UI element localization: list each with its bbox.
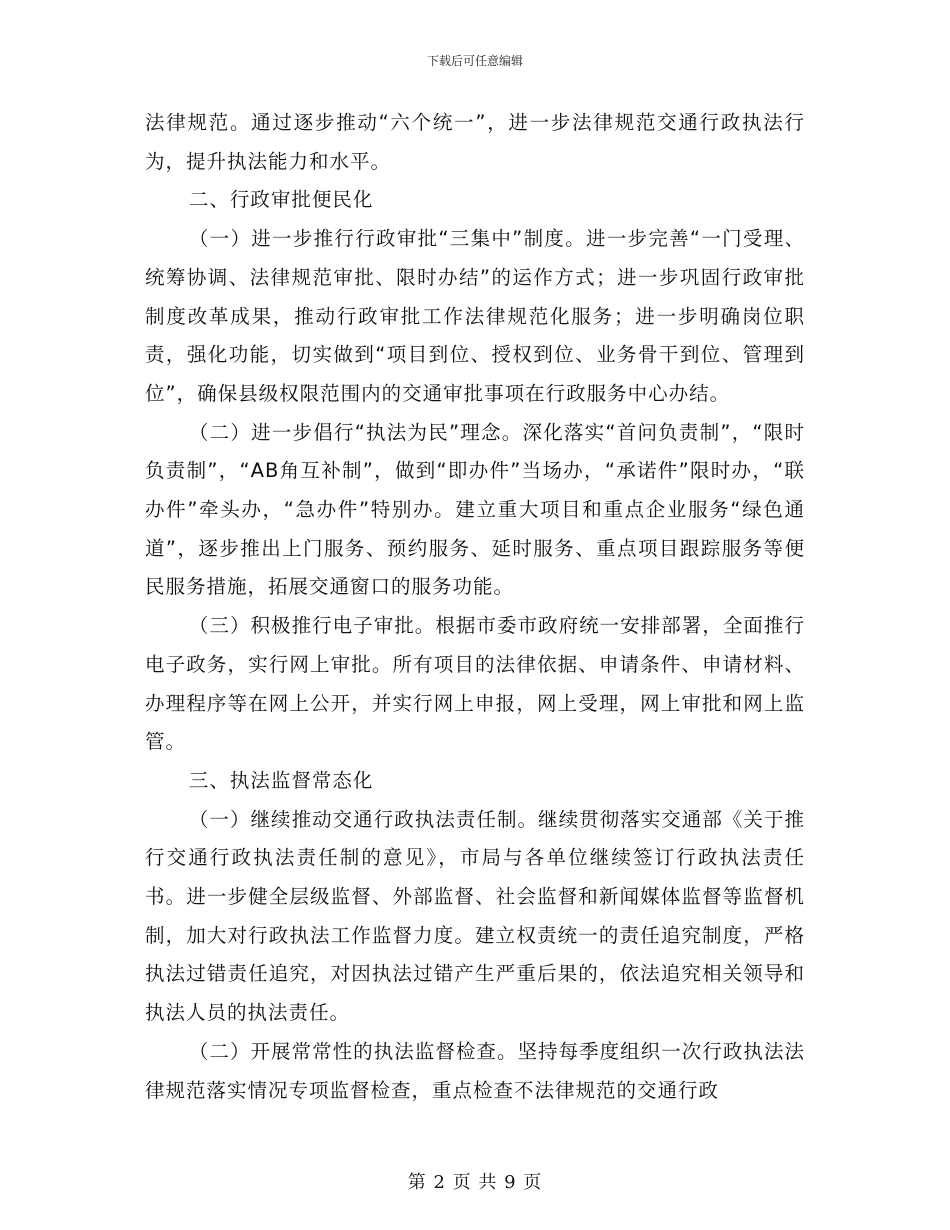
paragraph: （二）进一步倡行“执法为民”理念。深化落实“首问负责制”，“限时负责制”，“AB角互补制”，做到“即办件”当场办，“承诺件”限时办，“联办件”牵头办，“急办件”特别办。建立重大项目和重点企业服务“绿色通道”，逐步推出上门服务、预约服务、延时服务、重点项目跟踪服务等便民服务措施，拓展交通窗口的服务功能。	[145, 420, 805, 599]
page-footer: 第 2 页 共 9 页	[407, 1172, 543, 1193]
paragraph: 法律规范。通过逐步推动“六个统一”，进一步法律规范交通行政执法行为，提升执法能力和水平。	[145, 111, 805, 173]
section-heading: 二、行政审批便民化	[188, 188, 374, 212]
paragraph: （三）积极推行电子审批。根据市委市政府统一安排部署，全面推行电子政务，实行网上审批。所有项目的法律依据、申请条件、申请材料、办理程序等在网上公开，并实行网上申报，网上受理，网上审批和网上监管。	[145, 614, 805, 754]
paragraph: （一）进一步推行行政审批“三集中”制度。进一步完善“一门受理、统筹协调、法律规范审批、限时办结”的运作方式；进一步巩固行政审批制度改革成果，推动行政审批工作法律规范化服务；进一步明确岗位职责，强化功能，切实做到“项目到位、授权到位、业务骨干到位、管理到位”，确保县级权限范围内的交通审批事项在行政服务中心办结。	[145, 227, 805, 405]
section-heading: 三、执法监督常态化	[188, 768, 374, 792]
paragraph: （二）开展常常性的执法监督检查。坚持每季度组织一次行政执法法律规范落实情况专项监督检查，重点检查不法律规范的交通行政	[145, 1039, 805, 1102]
paragraph: （一）继续推动交通行政执法责任制。继续贯彻落实交通部《关于推行交通行政执法责任制的意见》，市局与各单位继续签订行政执法责任书。进一步健全层级监督、外部监督、社会监督和新闻媒体监督等监督机制，加大对行政执法工作监督力度。建立权责统一的责任追究制度，严格执法过错责任追究，对因执法过错产生严重后果的，依法追究相关领导和执法人员的执法责任。	[145, 807, 805, 1025]
document-body	[145, 104, 805, 1110]
page-header: 下载后可任意编辑	[426, 54, 523, 68]
